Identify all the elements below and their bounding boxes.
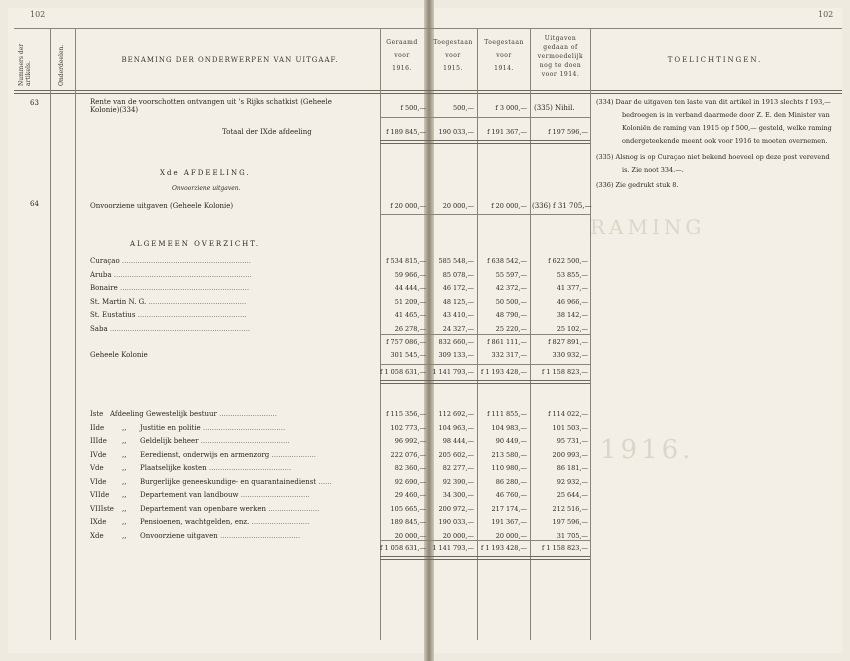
- section-heading: Xde AFDEELING.: [160, 169, 251, 177]
- overview-row-col2: 43 410,—: [442, 311, 474, 319]
- subtotal-col2: 832 660,—: [438, 338, 474, 346]
- dept-row-col2: 200 972,—: [438, 504, 474, 513]
- ditto-mark: ,,: [122, 450, 127, 459]
- dept-row-col3: 213 580,—: [491, 450, 527, 459]
- header-bottom-rule: [14, 90, 842, 94]
- dept-row-col4: 212 516,—: [552, 504, 588, 513]
- dept-row-col1: 20 000,—: [394, 531, 426, 540]
- dept-row-col3: 104 983,—: [491, 423, 527, 432]
- dept-label: Departement van landbouw ...............................: [140, 491, 310, 499]
- overview-row-col2: 85 078,—: [442, 270, 474, 279]
- dept-label: Pensioenen, wachtgelden, enz. ..........................: [140, 518, 310, 526]
- cell-col1: f 189 845,—: [386, 128, 426, 136]
- dept-ordinal: Iste: [90, 410, 104, 418]
- dept-row-col4: 25 644,—: [556, 491, 588, 499]
- overview-row-col3: 42 372,—: [495, 284, 527, 292]
- ditto-mark: ,,: [122, 464, 127, 472]
- dept-row-col3: 217 174,—: [491, 504, 527, 513]
- rule: [380, 364, 590, 365]
- overview-row-col4: 53 855,—: [556, 270, 588, 279]
- note-line: (335) Alsnog is op Curaçao niet bekend hoeveel op deze post verevend: [596, 153, 830, 161]
- rule: [380, 556, 590, 560]
- rule: [380, 117, 590, 118]
- dept-row-col3: 20 000,—: [495, 531, 527, 540]
- geheele-label: Geheele Kolonie: [90, 351, 148, 359]
- dept-label: Afdeeling Gewestelijk bestuur ..........................: [110, 410, 277, 418]
- overview-row-col1: 41 465,—: [394, 311, 426, 319]
- dept-row-col1: f 115 356,—: [386, 410, 426, 418]
- ditto-mark: ,,: [122, 437, 127, 445]
- total2-col3: f 1 193 428,—: [480, 544, 527, 552]
- ditto-mark: ,,: [122, 423, 127, 432]
- note-line: bedroegen is in verband daarmede door Z. E. den Minister van: [622, 111, 830, 119]
- header-numbers: Nummers der artikels.: [18, 43, 32, 86]
- header-title: BENAMING DER ONDERWERPEN VAN UITGAAF.: [121, 56, 339, 64]
- note-line: Koloniën de raming van 1915 op f 500,— gesteld, welke raming: [622, 124, 832, 132]
- dept-ordinal: IXde: [90, 518, 107, 526]
- total1-col1: f 1 058 631,—: [380, 368, 427, 376]
- geheele-col4: 330 932,—: [552, 351, 588, 359]
- overview-row-col2: 585 548,—: [438, 257, 474, 265]
- overview-row-col1: 59 966,—: [394, 270, 426, 279]
- header-col3: Toegestaan voor 1914.: [484, 39, 524, 72]
- total1-col4: f 1 158 823,—: [541, 368, 588, 376]
- overview-row-col2: 24 327,—: [442, 324, 474, 333]
- header-top-rule: [14, 28, 842, 29]
- cell-col1: f 500,—: [400, 104, 426, 112]
- overview-row-col4: 41 377,—: [556, 284, 588, 292]
- geheele-col3: 332 317,—: [491, 351, 527, 359]
- dept-ordinal: VIIde: [90, 491, 110, 499]
- dept-ordinal: VIde: [90, 477, 107, 486]
- cell-col4: f 197 596,—: [548, 128, 588, 136]
- row-label: Rente van de voorschotten ontvangen uit 's Rijks schatkist (Geheele: [90, 98, 332, 106]
- ditto-mark: ,,: [122, 518, 127, 526]
- overview-row-col3: 48 790,—: [495, 311, 527, 319]
- page-number-right: 102: [818, 10, 834, 19]
- ditto-mark: ,,: [122, 504, 127, 513]
- dept-row-col4: 92 932,—: [556, 477, 588, 486]
- overview-row-label: St. Martin N. G. ............................................: [90, 297, 247, 306]
- overview-row-label: St. Eustatius .................................................: [90, 311, 247, 319]
- dept-row-col1: 96 992,—: [394, 437, 426, 445]
- dept-row-col2: 190 033,—: [438, 518, 474, 526]
- dept-row-col2: 112 692,—: [438, 410, 474, 418]
- col-rule: [590, 28, 591, 640]
- overview-row-col2: 46 172,—: [442, 284, 474, 292]
- dept-row-col1: 189 845,—: [390, 518, 426, 526]
- rule: [380, 140, 590, 144]
- dept-ordinal: IVde: [90, 450, 107, 459]
- header-col2: Toegestaan voor 1915.: [433, 39, 473, 72]
- dept-row-col2: 104 963,—: [438, 423, 474, 432]
- overview-row-col3: 55 597,—: [495, 270, 527, 279]
- ditto-mark: ,,: [122, 477, 127, 486]
- dept-row-col2: 98 444,—: [442, 437, 474, 445]
- dept-label: Onvoorziene uitgaven ....................................: [140, 531, 301, 540]
- dept-row-col2: 82 277,—: [442, 464, 474, 472]
- dept-row-col3: 86 280,—: [495, 477, 527, 486]
- total2-col1: f 1 058 631,—: [380, 544, 427, 552]
- dept-row-col2: 34 300,—: [442, 491, 474, 499]
- total1-col3: f 1 193 428,—: [480, 368, 527, 376]
- geheele-col2: 309 133,—: [438, 351, 474, 359]
- col-rule: [50, 28, 51, 640]
- overview-row-label: Bonaire ..........................................................: [90, 284, 250, 292]
- dept-ordinal: VIIIste: [90, 504, 114, 513]
- dept-label: Eeredienst, onderwijs en armenzorg ....................: [140, 450, 317, 459]
- overview-row-label: Saba ...............................................................: [90, 324, 251, 333]
- overview-row-col2: 48 125,—: [442, 297, 474, 306]
- cell-col2: 20 000,—: [442, 202, 474, 210]
- dept-row-col3: 191 367,—: [491, 518, 527, 526]
- rule: [380, 334, 590, 335]
- geheele-col1: 301 545,—: [390, 351, 426, 359]
- dept-ordinal: Xde: [90, 531, 104, 540]
- note-line: ondergeteekende meent ook voor 1916 te moeten overnemen.: [622, 137, 828, 145]
- dept-row-col1: 82 360,—: [394, 464, 426, 472]
- dept-label: Justitie en politie .....................................: [140, 423, 286, 432]
- total-ixde-label: Totaal der IXde afdeeling: [222, 128, 312, 136]
- subtotal-col4: f 827 891,—: [548, 338, 588, 346]
- article-number: 63: [30, 99, 39, 107]
- overview-row-col4: 38 142,—: [556, 311, 588, 319]
- rule: [380, 214, 590, 215]
- page-number-left: 102: [30, 10, 46, 19]
- cell-col1: f 20 000,—: [390, 202, 426, 210]
- cell-col4: (336) f 31 705,—: [532, 202, 592, 210]
- overview-row-col1: 51 209,—: [394, 297, 426, 306]
- dept-label: Geldelijk beheer ........................................: [140, 437, 290, 445]
- dept-ordinal: Vde: [90, 464, 104, 472]
- note-line: (334) Daar de uitgaven ten laste van dit artikel in 1913 slechts f 193,—: [596, 98, 831, 106]
- dept-ordinal: IIIde: [90, 437, 107, 445]
- overview-row-col1: f 534 815,—: [386, 257, 426, 265]
- dept-row-col2: 20 000,—: [442, 531, 474, 540]
- dept-ordinal: IIde: [90, 423, 105, 432]
- dept-row-col4: 95 731,—: [556, 437, 588, 445]
- dept-row-col4: 101 503,—: [552, 423, 588, 432]
- cell-col3: f 3 000,—: [495, 104, 527, 112]
- col-rule: [75, 28, 76, 640]
- rule: [380, 380, 590, 384]
- dept-row-col4: f 114 022,—: [548, 410, 588, 418]
- overview-row-col4: 25 102,—: [556, 324, 588, 333]
- dept-row-col3: f 111 855,—: [487, 410, 527, 418]
- dept-row-col1: 29 460,—: [394, 491, 426, 499]
- cell-col2: 190 033,—: [438, 128, 474, 136]
- cell-col3: f 20 000,—: [491, 202, 527, 210]
- overview-heading: ALGEMEEN OVERZICHT.: [130, 240, 261, 248]
- header-col4: Uitgaven gedaan of vermoedelijk nog te doen voor 1914.: [537, 35, 584, 78]
- subtotal-col3: f 861 111,—: [487, 338, 527, 346]
- overview-row-col3: 50 500,—: [495, 297, 527, 306]
- overview-row-col3: 25 220,—: [495, 324, 527, 333]
- dept-row-col3: 110 980,—: [491, 464, 527, 472]
- overview-row-label: Curaçao ..........................................................: [90, 257, 251, 265]
- dept-row-col1: 102 773,—: [390, 423, 426, 432]
- row-label: Onvoorziene uitgaven (Geheele Kolonie): [90, 202, 234, 210]
- total2-col2: 1 141 793,—: [432, 544, 474, 552]
- cell-col3: f 191 367,—: [487, 128, 527, 136]
- row-label: Kolonie)(334): [90, 106, 139, 114]
- overview-row-col3: f 638 542,—: [487, 257, 527, 265]
- dept-row-col1: 105 665,—: [390, 504, 426, 513]
- header-col1: Geraamd voor 1916.: [386, 39, 418, 72]
- header-notes: TOELICHTINGEN.: [667, 56, 763, 64]
- dept-row-col3: 46 760,—: [495, 491, 527, 499]
- ditto-mark: ,,: [122, 531, 127, 540]
- show-through-text: RAMING: [590, 215, 706, 239]
- dept-row-col1: 92 690,—: [394, 477, 426, 486]
- dept-label: Burgerlijke geneeskundige- en quarantainedienst ......: [140, 477, 332, 486]
- overview-row-label: Aruba ..............................................................: [90, 270, 252, 279]
- header-subdivisions: Onderdeelen.: [58, 44, 65, 86]
- overview-row-col1: 26 278,—: [394, 324, 426, 333]
- dept-row-col4: 197 596,—: [552, 518, 588, 526]
- dept-row-col3: 90 449,—: [495, 437, 527, 445]
- dept-label: Plaatselijke kosten .....................................: [140, 464, 292, 472]
- dept-row-col4: 200 993,—: [552, 450, 588, 459]
- ditto-mark: ,,: [122, 491, 127, 499]
- overview-row-col4: 46 966,—: [556, 297, 588, 306]
- subtotal-col1: f 757 086,—: [386, 338, 426, 346]
- total2-col4: f 1 158 823,—: [541, 544, 588, 552]
- note-line: is. Zie noot 334.—.: [622, 166, 684, 174]
- article-number: 64: [30, 200, 39, 208]
- note-line: (336) Zie gedrukt stuk 8.: [596, 181, 679, 189]
- dept-label: Departement van openbare werken .......................: [140, 504, 320, 513]
- dept-row-col1: 222 076,—: [390, 450, 426, 459]
- cell-col2: 500,—: [453, 104, 474, 112]
- overview-row-col4: f 622 500,—: [548, 257, 588, 265]
- cell-col4: (335) Nihil.: [534, 104, 575, 112]
- dept-row-col2: 205 602,—: [438, 450, 474, 459]
- dept-row-col4: 86 181,—: [556, 464, 588, 472]
- total1-col2: 1 141 793,—: [432, 368, 474, 376]
- overview-row-col1: 44 444,—: [394, 284, 426, 292]
- dept-row-col2: 92 390,—: [442, 477, 474, 486]
- dept-row-col4: 31 705,—: [556, 531, 588, 540]
- section-subheading: Onvoorziene uitgaven.: [172, 185, 241, 192]
- show-through-year: 1916.: [600, 435, 695, 465]
